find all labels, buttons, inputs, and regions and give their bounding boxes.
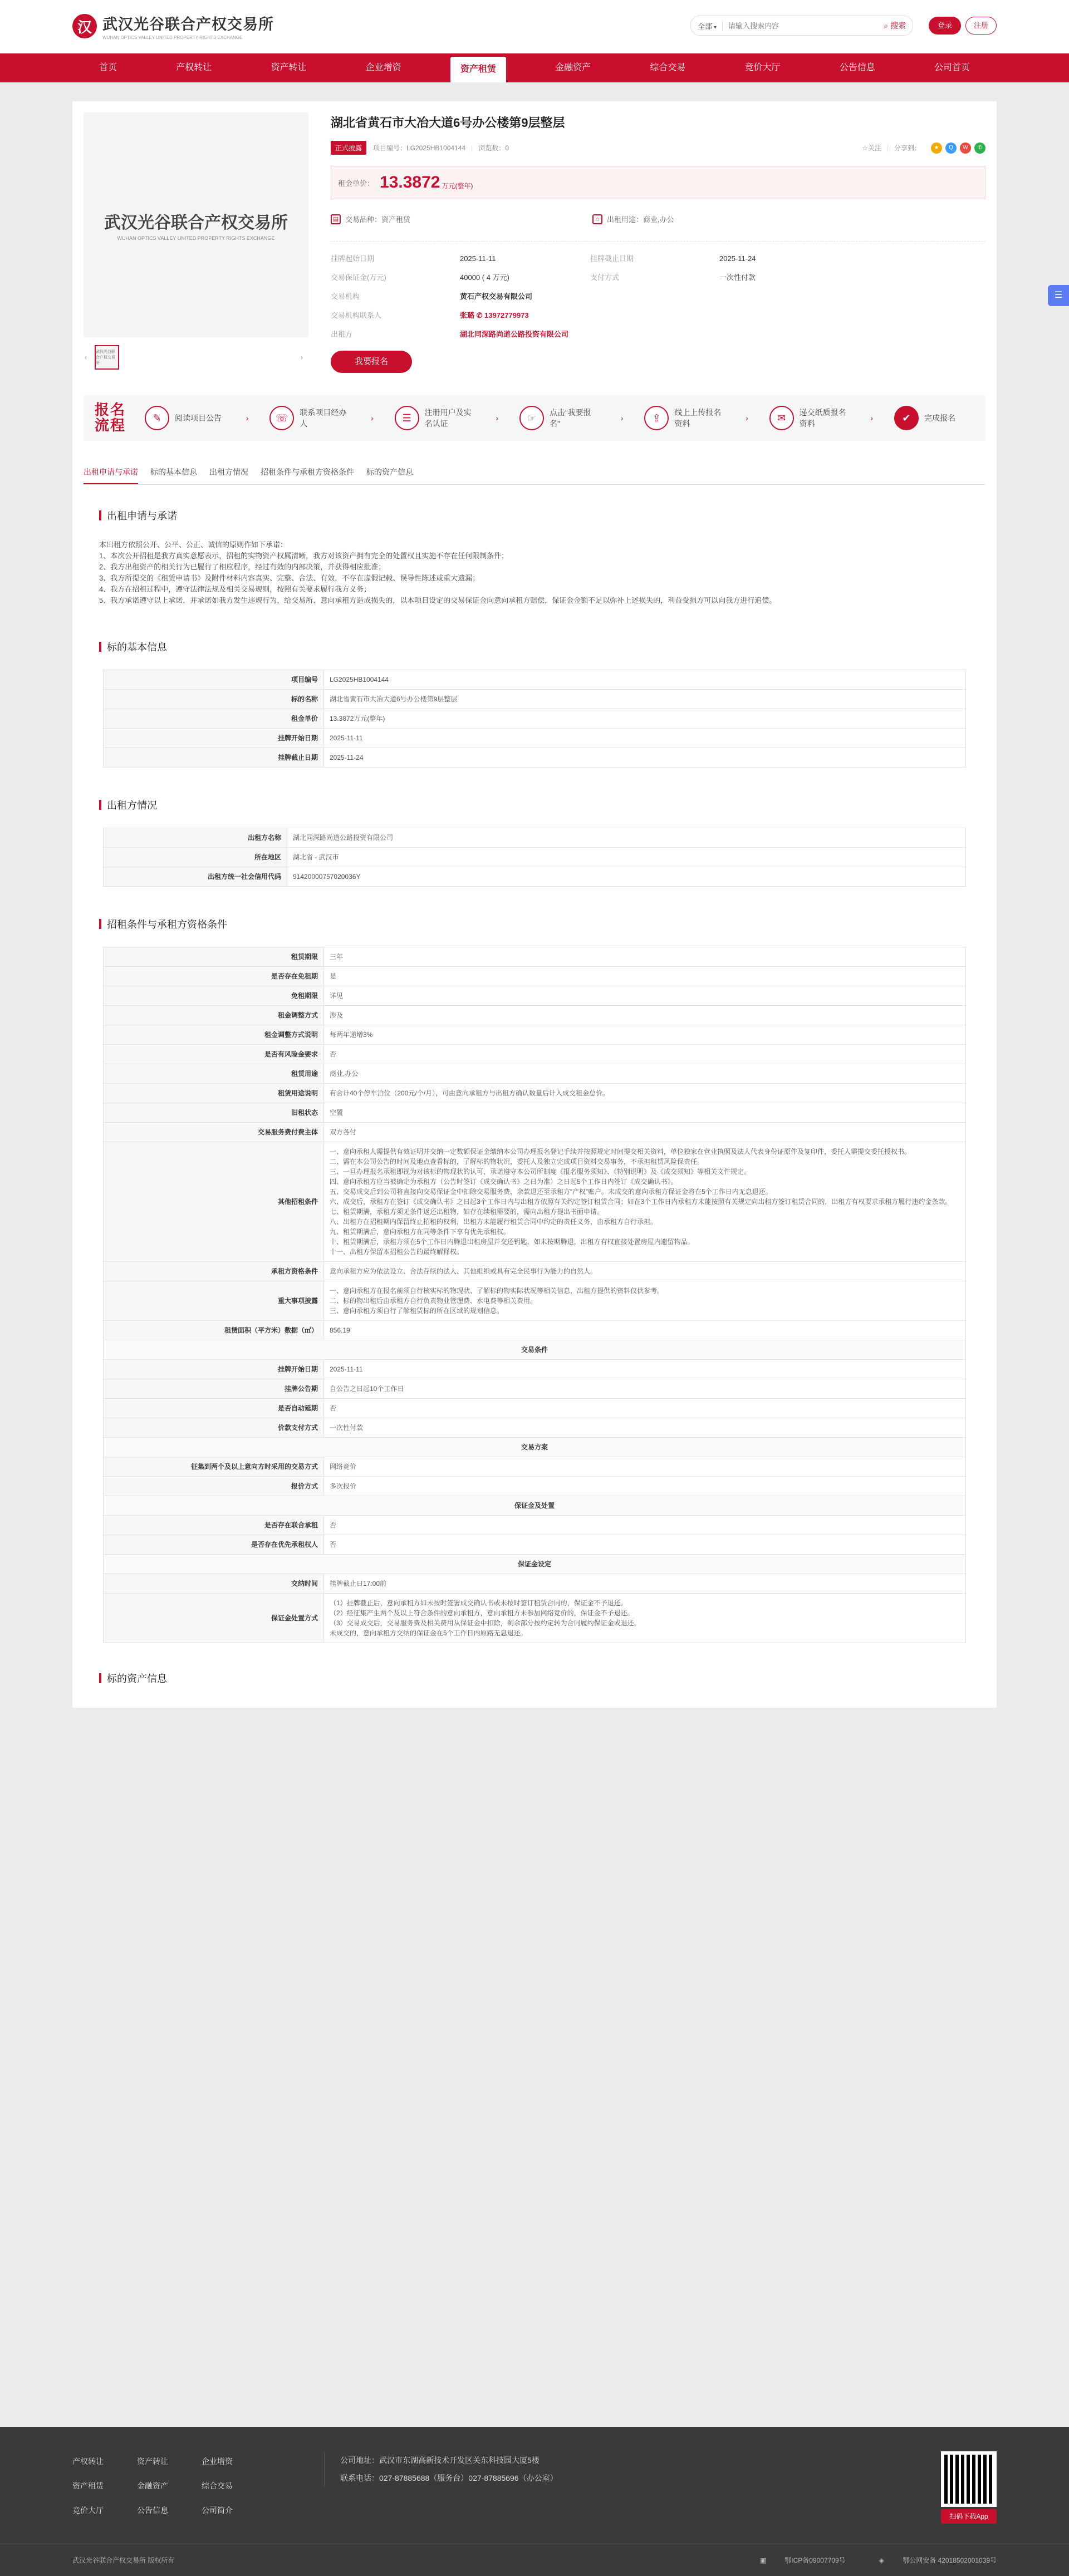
table-row [104, 1142, 966, 1262]
table-value: 湖北省黄石市大冶大道6号办公楼第9层整层 [324, 690, 966, 709]
table-key: 标的名称 [104, 690, 324, 709]
nav-item-asset-lease[interactable]: 资产租赁 [450, 57, 506, 82]
section-title: 标的资产信息 [84, 1671, 985, 1685]
footer-link[interactable]: 资产租赁 [72, 2481, 104, 2490]
table-key: 出租方名称 [104, 828, 287, 848]
purpose-label: 出租用途： [607, 215, 644, 224]
icp-link[interactable] [743, 2544, 846, 2576]
thumbnail-text: 武汉光谷联合产权交易所 [96, 350, 115, 365]
detail-key: 交易机构 [331, 292, 360, 301]
flow-step [644, 406, 724, 430]
views-count: 0 [505, 144, 509, 152]
search-box [690, 16, 913, 36]
table-value: 多次报价 [324, 1477, 966, 1496]
share-qzone-icon[interactable]: ★ [931, 142, 942, 154]
table-subheader: 保证金及处置 [104, 1496, 966, 1516]
table-key: 是否有风险金要求 [104, 1045, 324, 1064]
table-key: 是否自动延期 [104, 1399, 324, 1418]
project-info: 湖北省黄石市大冶大道6号办公楼第9层整层 正式披露 项目编号： LG2025HB1004144 | 浏览数： 0 ☆ 关注 | 分享到： ★ Q W ✆ 租金单价： 13.3872 万元(整年) ▤ 交易品种： 资产租赁 ⌂ 出租用途： 商业,办公 挂牌起始日期 2025-11-11 挂牌截止日期 2025-11-24 交易保证金(万元) 40000 ( 4 万元) 支付方式 一次性付款 交易机构 黄石产权交易有限公司 交易机构联系人 张璐 ✆ 13972779973 出租方 湖北同深路尚道公路投资有限公司 我要报名 [331, 112, 985, 373]
arrow-right-icon: › [246, 414, 249, 422]
table-row [104, 1281, 966, 1321]
table-key: 重大事项披露 [104, 1281, 324, 1321]
signup-flow [84, 395, 985, 441]
table-value: 一次性付款 [324, 1418, 966, 1438]
price-label: 租金单价： [338, 179, 375, 188]
table-key: 租赁面积（平方米）数据（㎡） [104, 1321, 324, 1340]
section-title: 招租条件与承租方资格条件 [84, 917, 985, 931]
detail-row [331, 330, 985, 340]
section-conditions [84, 917, 985, 1643]
register-icon: ☰ [395, 406, 419, 430]
table-value: 856.19 [324, 1321, 966, 1340]
flow-step-label: 线上上传报名资料 [674, 408, 722, 428]
table-value: 自公告之日起10个工作日 [324, 1379, 966, 1399]
table-row [104, 1064, 966, 1084]
search-scope-select[interactable]: 全部 ▾ [698, 21, 722, 31]
download-app-button[interactable]: 扫码下载App [941, 2509, 997, 2524]
table-subheader: 交易条件 [104, 1340, 966, 1360]
table-value: 三年 [324, 947, 966, 967]
project-detail [72, 101, 997, 1708]
main-image[interactable] [84, 112, 308, 337]
table-value: 否 [324, 1399, 966, 1418]
table-row [104, 1123, 966, 1142]
flow-step-label: 递交纸质报名资料 [799, 408, 846, 428]
table-subheader: 保证金设定 [104, 1555, 966, 1574]
gallery-prev-icon[interactable]: ‹ [85, 353, 87, 361]
conditions-table [103, 947, 966, 1643]
table-key: 是否存在免租期 [104, 967, 324, 986]
table-subheader-row [104, 1555, 966, 1574]
table-key: 租金调整方式说明 [104, 1025, 324, 1045]
flow-step [269, 406, 350, 430]
nav-item-capital-increase[interactable]: 企业增资 [365, 63, 401, 72]
mail-icon: ✉ [769, 406, 794, 430]
trade-type-icon: ▤ [331, 214, 341, 224]
table-value: 双方各付 [324, 1123, 966, 1142]
police-link[interactable] [862, 2544, 997, 2576]
trade-type-value: 资产租赁 [381, 215, 411, 224]
lessor-link[interactable]: 湖北同深路尚道公路投资有限公司 [460, 330, 569, 338]
purpose-icon: ⌂ [592, 214, 602, 224]
table-value: 空置 [324, 1103, 966, 1123]
section-title: 出租申请与承诺 [84, 508, 985, 523]
upload-icon: ⇪ [644, 406, 669, 430]
flow-step [519, 406, 600, 430]
project-title: 湖北省黄石市大冶大道6号办公楼第9层整层 [331, 116, 565, 130]
table-value: 否 [324, 1535, 966, 1555]
table-row [104, 729, 966, 748]
footer [0, 2427, 1069, 2576]
table-value: 一、意向承租人需提供有效证明并交纳一定数额保证金缴纳本公司办理报名登记手续并按照规定时间提交相关资料，单位独家在营业执照及法人代表身份证原件及复印件，委托人需提交委托授权书。 二、需在本公司公告的时间及地点查看标的，了解标的物状况，委托人及独立完成项目资料交易事务，不承担租赁风险保责任。 三、一旦办理报名承租即视为对该标的物现状的认可，承诺遵守本公司所制度《报名服务须知》、《特别说明》及《成交须知》等相关文件规定。 四、意向承租方应当被确定为承租方（公告时签订《成交确认书》之日为准）之日起5个工作日内签订《成交确认书》。 五、交易成交后到公司将直接向交易保证金中扣除交易服务费，余款退还至承租方“产权”账户。未成交的意向承租方保证金将在5个工作日内无息退还。 六、成交后，承租方在签订《成交确认书》之日起3个工作日内与出租方依照有关约定签订租赁合同；如在3个工作日内承租方未能按照有关规定向出租方签订租赁合同的，出租方有权要求承租方履行违约金条款。 七、租赁期满，承租方须无条件返还出租物，如存在续租需要的，需向出租方提出书面申请。 八、出租方在招租期内保留终止招租的权利，出租方未能履行租赁合同中约定的责任义务，由承租方自行承担。 九、租赁期满后，意向承租方在同等条件下享有优先承租权。 十、租赁期满后，承租方须在5个工作日内腾退出租房屋并交还钥匙，如未按期腾退，出租方有权直接处置房屋内遗留物品。 十一、出租方保留本招租公告的最终解释权。 [324, 1142, 966, 1262]
table-key: 交纳时间 [104, 1574, 324, 1594]
table-key: 出租方统一社会信用代码 [104, 867, 287, 887]
table-value: 详见 [324, 986, 966, 1006]
footer-link[interactable]: 公告信息 [137, 2506, 168, 2515]
nav-item-asset-transfer[interactable]: 资产转让 [271, 63, 307, 72]
flow-step-label: 阅读项目公告 [175, 414, 222, 422]
table-row [104, 1262, 966, 1281]
share-weibo-icon[interactable]: W [960, 142, 971, 154]
table-row [104, 947, 966, 967]
flow-step-label: 注册用户及实名认证 [424, 408, 472, 428]
table-value: 是 [324, 967, 966, 986]
tab-application[interactable]: 出租申请与承诺 [84, 461, 138, 484]
footer-link[interactable]: 企业增资 [202, 2457, 233, 2466]
footer-link[interactable]: 综合交易 [202, 2481, 233, 2490]
section-application [84, 508, 985, 606]
section-lessor [84, 798, 985, 887]
notice-line: 本出租方依照公开、公平、公正、诚信的原则作如下承诺： [99, 540, 288, 549]
table-value: 挂牌截止日17:00前 [324, 1574, 966, 1594]
police-text: 鄂公网安备 42018502001039号 [903, 2557, 997, 2564]
icp-text: 鄂ICP备09007709号 [784, 2557, 846, 2564]
table-row [104, 1594, 966, 1643]
check-icon: ✔ [894, 406, 919, 430]
views-label: 浏览数： [478, 144, 506, 152]
contact-person[interactable]: 张璐 ✆ 13972779973 [460, 311, 529, 319]
nav-item-comprehensive[interactable]: 综合交易 [650, 63, 686, 72]
arrow-right-icon: › [620, 414, 624, 422]
section-title: 出租方情况 [84, 798, 985, 812]
search-button-label: 搜索 [890, 21, 906, 30]
chat-icon: ☰ [1054, 291, 1063, 300]
arrow-right-icon: › [496, 414, 499, 422]
table-row [104, 1399, 966, 1418]
nav-item-announcements[interactable]: 公告信息 [839, 63, 875, 72]
notice-line: 3、我方所提交的《租赁申请书》及附件材料内容真实、完整、合法、有效，不存在虚假记载、误导性陈述或重大遗漏； [99, 574, 480, 582]
logo-subtitle: WUHAN OPTICS VALLEY UNITED PROPERTY RIGHTS EXCHANGE [102, 35, 243, 40]
gallery-thumbnail[interactable] [95, 345, 119, 370]
qr-code-icon [941, 2451, 997, 2507]
table-row [104, 1457, 966, 1477]
lessor-table [103, 828, 966, 887]
search-input[interactable] [722, 21, 884, 31]
notice-line: 5、我方承诺遵守以上承诺，并承诺如我方发生违规行为，给交易所、意向承租方造成损失的，以本项目设定的交易保证金向意向承租方赔偿，保证金金额不足以弥补上述损失的，利益受损方可以向我方进行追偿。 [99, 596, 777, 604]
header [0, 0, 1069, 53]
search-icon: ⌕ [884, 21, 890, 30]
table-key: 租赁期限 [104, 947, 324, 967]
table-key: 挂牌截止日期 [104, 748, 324, 768]
main-image-text: 武汉光谷联合产权交易所 [104, 213, 288, 233]
detail-key: 交易保证金(万元) [331, 273, 386, 282]
table-row [104, 986, 966, 1006]
phone-icon: ☏ [269, 406, 294, 430]
table-key: 租金单价 [104, 709, 324, 729]
footer-link[interactable]: 金融资产 [137, 2481, 168, 2490]
detail-key: 挂牌起始日期 [331, 254, 375, 263]
table-row [104, 1045, 966, 1064]
notice-line: 1、本次公开招租是我方真实意愿表示，招租的实物资产权属清晰，我方对该资产拥有完全的处置权且实施不存在任何限制条件； [99, 552, 509, 560]
site-logo[interactable] [72, 12, 274, 40]
share-qq-icon[interactable]: Q [945, 142, 957, 154]
arrow-right-icon: › [870, 414, 874, 422]
detail-row [331, 292, 985, 302]
table-key: 价款支付方式 [104, 1418, 324, 1438]
price-box [331, 166, 985, 199]
footer-link[interactable]: 公司简介 [202, 2506, 233, 2515]
table-row [104, 1516, 966, 1535]
table-row [104, 1379, 966, 1399]
detail-grid [331, 241, 985, 340]
section-basic-info [84, 640, 985, 768]
main-image-subtext: WUHAN OPTICS VALLEY UNITED PROPERTY RIGHTS EXCHANGE [117, 235, 275, 241]
table-key: 挂牌开始日期 [104, 729, 324, 748]
follow-icon[interactable]: ☆ [862, 144, 868, 152]
table-value: （1）挂牌截止后，意向承租方如未按时签署成交确认书或未按时签订租赁合同的，保证金不予退还。 （2）经征集产生两个及以上符合条件的意向承租方，意向承租方未参加网络竞价的，保证金不予退还。 （3）交易成交后，交易服务费及相关费用从保证金中扣除，剩余部分按约定转为合同履约保证金或退还。 未成交的，意向承租方交纳的保证金在5个工作日内原路无息退还。 [324, 1594, 966, 1643]
status-badge: 正式披露 [331, 141, 366, 155]
table-row [104, 1360, 966, 1379]
trade-type-label: 交易品种： [345, 215, 382, 224]
price-unit: 万元(整年) [442, 181, 473, 190]
tab-basic-info[interactable]: 标的基本信息 [150, 468, 197, 476]
table-key: 租赁用途 [104, 1064, 324, 1084]
footer-links [72, 2456, 266, 2516]
flow-step [894, 406, 974, 430]
section-asset-info [84, 1671, 985, 1685]
table-value: 湖北同深路尚道公路投资有限公司 [287, 828, 966, 848]
table-subheader-row [104, 1496, 966, 1516]
login-button[interactable]: 登录 [929, 17, 961, 35]
float-sidebar-button[interactable] [1048, 285, 1069, 306]
flow-step [395, 406, 475, 430]
detail-value: 2025-11-24 [719, 254, 756, 263]
flow-step-label: 点击“我要报名” [549, 408, 591, 428]
section-title: 标的基本信息 [84, 640, 985, 654]
table-value: LG2025HB1004144 [324, 670, 966, 690]
footer-link[interactable]: 产权转让 [72, 2457, 104, 2466]
detail-tabs [84, 461, 985, 485]
tab-conditions[interactable]: 招租条件与承租方资格条件 [261, 468, 354, 476]
footer-link[interactable]: 资产转让 [137, 2457, 168, 2466]
table-row [104, 1025, 966, 1045]
basic-info-table [103, 670, 966, 768]
table-key: 是否存在优先承租权人 [104, 1535, 324, 1555]
read-notice-icon: ✎ [145, 406, 169, 430]
table-row [104, 1006, 966, 1025]
table-row [104, 1321, 966, 1340]
copyright: 武汉光谷联合产权交易所 版权所有 [72, 2557, 175, 2564]
table-row [104, 748, 966, 768]
project-code: LG2025HB1004144 [406, 144, 466, 152]
detail-row [331, 254, 985, 264]
table-value: 有合计40个停车泊位（200元/个/月），可由意向承租方与出租方确认数量后计入成交租金总价。 [324, 1084, 966, 1103]
trade-institution: 黄石产权交易有限公司 [460, 292, 533, 301]
table-row [104, 1103, 966, 1123]
detail-key: 出租方 [331, 330, 353, 338]
detail-row [331, 273, 985, 283]
logo-title: 武汉光谷联合产权交易所 [102, 16, 274, 33]
share-wechat-icon[interactable]: ✆ [974, 142, 985, 154]
detail-row [331, 311, 985, 321]
table-subheader-row [104, 1438, 966, 1457]
table-key: 租金调整方式 [104, 1006, 324, 1025]
table-key: 所在地区 [104, 848, 287, 867]
table-value: 13.3872万元(整年) [324, 709, 966, 729]
table-key: 其他招租条件 [104, 1142, 324, 1262]
nav-item-company[interactable]: 公司首页 [934, 63, 970, 72]
table-value: 2025-11-24 [324, 748, 966, 768]
table-value: 2025-11-11 [324, 729, 966, 748]
nav-item-financial-assets[interactable]: 金融资产 [555, 63, 591, 72]
flow-title: 报名流程 [95, 402, 126, 434]
table-key: 交易服务费付费主体 [104, 1123, 324, 1142]
table-value: 湖北省 - 武汉市 [287, 848, 966, 867]
detail-key: 挂牌截止日期 [590, 254, 634, 263]
logo-mark-icon: 汉 [72, 14, 97, 38]
table-row [104, 828, 966, 848]
flow-step-label: 联系项目经办人 [300, 408, 347, 428]
table-row [104, 1418, 966, 1438]
table-value: 否 [324, 1516, 966, 1535]
sign-up-button[interactable]: 我要报名 [331, 351, 412, 373]
share-label: 分享到： [894, 144, 921, 152]
flow-step [769, 406, 850, 430]
follow-button[interactable]: 关注 [867, 144, 881, 152]
table-row [104, 670, 966, 690]
table-value: 否 [324, 1045, 966, 1064]
table-value: 2025-11-11 [324, 1360, 966, 1379]
footer-phone: 联系电话：027-87885688（服务台）027-87885696（办公室） [340, 2474, 558, 2482]
notice-line: 2、我方出租资产的相关行为已履行了相应程序，经过有效的内部决策，并获得相应批准； [99, 563, 386, 571]
tab-asset-info[interactable]: 标的资产信息 [366, 468, 413, 476]
arrow-right-icon: › [371, 414, 374, 422]
table-value: 一、意向承租方在报名前须自行核实标的物现状、了解标的物实际状况等相关信息，出租方提供的资料仅供参考。 二、标的物出租后由承租方自行负责物业管理费、水电费等相关费用。 三、意向承租方须自行了解租赁标的所在区域的规划信息。 [324, 1281, 966, 1321]
arrow-right-icon: › [746, 414, 748, 422]
flow-step-label: 完成报名 [924, 414, 955, 422]
table-key: 承租方资格条件 [104, 1262, 324, 1281]
detail-key: 交易机构联系人 [331, 311, 382, 319]
table-key: 挂牌开始日期 [104, 1360, 324, 1379]
footer-link[interactable]: 竞价大厅 [72, 2506, 104, 2515]
table-subheader: 交易方案 [104, 1438, 966, 1457]
table-row [104, 1574, 966, 1594]
purpose-value: 商业,办公 [643, 215, 674, 224]
tab-lessor[interactable]: 出租方情况 [209, 468, 248, 476]
table-key: 项目编号 [104, 670, 324, 690]
register-button[interactable]: 注册 [965, 17, 997, 35]
table-row [104, 967, 966, 986]
main-nav [0, 53, 1069, 82]
table-key: 租赁用途说明 [104, 1084, 324, 1103]
project-code-label: 项目编号： [373, 144, 407, 152]
table-row [104, 1084, 966, 1103]
detail-value: 一次性付款 [719, 273, 756, 282]
click-icon: ☞ [519, 406, 544, 430]
table-value: 涉及 [324, 1006, 966, 1025]
table-row [104, 709, 966, 729]
nav-item-equity-transfer[interactable]: 产权转让 [176, 63, 212, 72]
table-key: 免租期限 [104, 986, 324, 1006]
table-subheader-row [104, 1340, 966, 1360]
table-key: 挂牌公告期 [104, 1379, 324, 1399]
image-gallery [84, 112, 308, 373]
search-button[interactable] [884, 20, 906, 31]
footer-contact [324, 2451, 558, 2487]
police-badge-icon: ◈ [879, 2557, 886, 2564]
footer-qr [941, 2451, 997, 2524]
icp-icon: ▣ [759, 2557, 768, 2564]
table-value: 91420000757020036Y [287, 867, 966, 887]
table-row [104, 867, 966, 887]
table-value: 每两年递增3% [324, 1025, 966, 1045]
table-row [104, 848, 966, 867]
table-row [104, 690, 966, 709]
detail-key: 支付方式 [590, 273, 620, 282]
table-value: 商业,办公 [324, 1064, 966, 1084]
table-key: 报价方式 [104, 1477, 324, 1496]
table-key: 旧租状态 [104, 1103, 324, 1123]
table-key: 保证金处置方式 [104, 1594, 324, 1643]
notice-line: 4、我方在招租过程中，遵守法律法规及相关交易规则，按照有关要求履行我方义务； [99, 585, 371, 593]
nav-item-home[interactable]: 首页 [99, 63, 117, 72]
footer-address: 公司地址：武汉市东湖高新技术开发区关东科技园大厦5楼 [340, 2456, 540, 2465]
detail-value: 40000 ( 4 万元) [460, 273, 509, 282]
table-key: 是否存在联合承租 [104, 1516, 324, 1535]
gallery-next-icon[interactable]: › [301, 353, 303, 361]
table-value: 意向承租方应为依法设立、合法存续的法人、其他组织或具有完全民事行为能力的自然人。 [324, 1262, 966, 1281]
detail-value: 2025-11-11 [460, 254, 496, 263]
price-value: 13.3872 [380, 173, 440, 191]
flow-step [145, 406, 225, 430]
table-row [104, 1477, 966, 1496]
nav-item-bidding-hall[interactable]: 竞价大厅 [744, 63, 781, 72]
table-value: 网络竞价 [324, 1457, 966, 1477]
table-key: 征集到两个及以上意向方时采用的交易方式 [104, 1457, 324, 1477]
table-row [104, 1535, 966, 1555]
